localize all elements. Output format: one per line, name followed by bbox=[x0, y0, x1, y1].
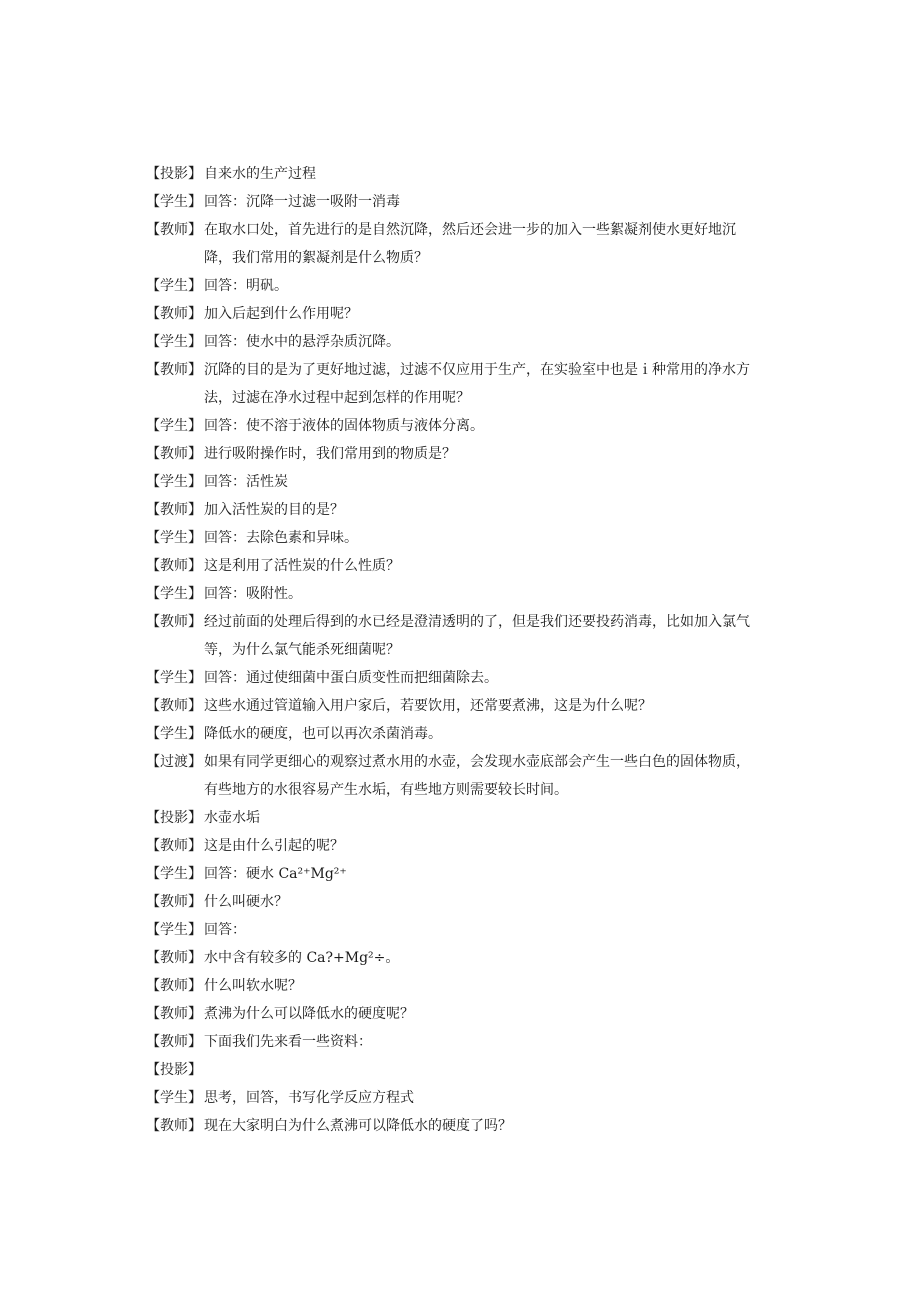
speaker-tag: 【教师】 bbox=[146, 950, 202, 966]
dialogue-entry bbox=[146, 916, 786, 944]
entry-line: 回答：沉降一过滤一吸附一消毒 bbox=[204, 194, 400, 210]
entry-line: 在取水口处，首先进行的是自然沉降，然后还会进一步的加入一些絮凝剂使水更好地沉 bbox=[204, 222, 736, 238]
dialogue-entry bbox=[146, 720, 786, 748]
dialogue-entry bbox=[146, 832, 786, 860]
entry-text bbox=[204, 832, 786, 860]
entry-text bbox=[204, 496, 786, 524]
entry-text bbox=[204, 720, 786, 748]
speaker-tag: 【学生】 bbox=[146, 1090, 202, 1106]
dialogue-entry bbox=[146, 188, 786, 216]
dialogue-transcript bbox=[146, 160, 786, 1140]
entry-text bbox=[204, 692, 786, 720]
speaker-tag: 【教师】 bbox=[146, 502, 202, 518]
speaker-tag: 【学生】 bbox=[146, 530, 202, 546]
dialogue-entry bbox=[146, 972, 786, 1000]
entry-text bbox=[204, 1000, 786, 1028]
entry-line: 降低水的硬度，也可以再次杀菌消毒。 bbox=[204, 726, 442, 742]
speaker-tag: 【教师】 bbox=[146, 1006, 202, 1022]
speaker-tag: 【学生】 bbox=[146, 922, 202, 938]
dialogue-entry bbox=[146, 1000, 786, 1028]
dialogue-entry bbox=[146, 216, 786, 272]
dialogue-entry bbox=[146, 804, 786, 832]
entry-line: 思考，回答，书写化学反应方程式 bbox=[204, 1090, 414, 1106]
entry-text bbox=[204, 216, 786, 272]
entry-text bbox=[204, 972, 786, 1000]
dialogue-entry bbox=[146, 440, 786, 468]
speaker-tag: 【学生】 bbox=[146, 670, 202, 686]
speaker-tag: 【教师】 bbox=[146, 558, 202, 574]
entry-line: 经过前面的处理后得到的水已经是澄清透明的了，但是我们还要投药消毒，比如加入氯气 bbox=[204, 614, 750, 630]
speaker-tag: 【教师】 bbox=[146, 838, 202, 854]
dialogue-entry bbox=[146, 1028, 786, 1056]
entry-line: 这是利用了活性炭的什么性质？ bbox=[204, 558, 400, 574]
dialogue-entry bbox=[146, 692, 786, 720]
entry-line: 水壶水垢 bbox=[204, 810, 260, 826]
speaker-tag: 【过渡】 bbox=[146, 754, 202, 770]
dialogue-entry bbox=[146, 496, 786, 524]
entry-line: 回答：明矾。 bbox=[204, 278, 288, 294]
dialogue-entry bbox=[146, 1056, 786, 1084]
entry-text bbox=[204, 1112, 786, 1140]
entry-line: 进行吸附操作时，我们常用到的物质是？ bbox=[204, 446, 456, 462]
entry-line: 煮沸为什么可以降低水的硬度呢？ bbox=[204, 1006, 414, 1022]
entry-text bbox=[204, 608, 786, 664]
speaker-tag: 【教师】 bbox=[146, 306, 202, 322]
dialogue-entry bbox=[146, 608, 786, 664]
speaker-tag: 【学生】 bbox=[146, 726, 202, 742]
entry-line: 什么叫硬水？ bbox=[204, 894, 288, 910]
entry-text bbox=[204, 272, 786, 300]
speaker-tag: 【学生】 bbox=[146, 334, 202, 350]
dialogue-entry bbox=[146, 412, 786, 440]
entry-line: 回答：硬水 Ca²⁺Mg²⁺ bbox=[204, 866, 347, 882]
dialogue-entry bbox=[146, 160, 786, 188]
speaker-tag: 【教师】 bbox=[146, 894, 202, 910]
dialogue-entry bbox=[146, 580, 786, 608]
speaker-tag: 【学生】 bbox=[146, 278, 202, 294]
entry-line: 自来水的生产过程 bbox=[204, 166, 316, 182]
speaker-tag: 【教师】 bbox=[146, 222, 202, 238]
entry-line: 回答：使不溶于液体的固体物质与液体分离。 bbox=[204, 418, 484, 434]
speaker-tag: 【教师】 bbox=[146, 1118, 202, 1134]
dialogue-entry bbox=[146, 888, 786, 916]
entry-text bbox=[204, 580, 786, 608]
entry-line: 回答：通过使细菌中蛋白质变性而把细菌除去。 bbox=[204, 670, 498, 686]
speaker-tag: 【学生】 bbox=[146, 418, 202, 434]
entry-line: 什么叫软水呢？ bbox=[204, 978, 302, 994]
entry-text bbox=[204, 1084, 786, 1112]
entry-text bbox=[204, 860, 786, 888]
entry-line: 降，我们常用的絮凝剂是什么物质？ bbox=[204, 250, 428, 266]
speaker-tag: 【教师】 bbox=[146, 1034, 202, 1050]
dialogue-entry bbox=[146, 1112, 786, 1140]
entry-text bbox=[204, 300, 786, 328]
entry-line: 有些地方的水很容易产生水垢，有些地方则需要较长时间。 bbox=[204, 782, 568, 798]
entry-text bbox=[204, 440, 786, 468]
entry-text bbox=[204, 664, 786, 692]
entry-line: 回答： bbox=[204, 922, 246, 938]
speaker-tag: 【教师】 bbox=[146, 446, 202, 462]
entry-line: 沉降的目的是为了更好地过滤，过滤不仅应用于生产，在实验室中也是ｉ种常用的净水方 bbox=[204, 362, 750, 378]
dialogue-entry bbox=[146, 748, 786, 804]
dialogue-entry bbox=[146, 860, 786, 888]
speaker-tag: 【教师】 bbox=[146, 614, 202, 630]
speaker-tag: 【学生】 bbox=[146, 474, 202, 490]
entry-text bbox=[204, 1056, 786, 1084]
dialogue-entry bbox=[146, 944, 786, 972]
entry-text bbox=[204, 468, 786, 496]
speaker-tag: 【学生】 bbox=[146, 586, 202, 602]
entry-line: 这些水通过管道输入用户家后，若要饮用，还常要煮沸，这是为什么呢？ bbox=[204, 698, 652, 714]
dialogue-entry bbox=[146, 300, 786, 328]
entry-line: 回答：去除色素和异味。 bbox=[204, 530, 358, 546]
dialogue-entry bbox=[146, 328, 786, 356]
dialogue-entry bbox=[146, 664, 786, 692]
speaker-tag: 【投影】 bbox=[146, 1062, 202, 1078]
entry-line: 法，过滤在净水过程中起到怎样的作用呢？ bbox=[204, 390, 470, 406]
dialogue-entry bbox=[146, 468, 786, 496]
entry-line: 现在大家明白为什么煮沸可以降低水的硬度了吗？ bbox=[204, 1118, 512, 1134]
speaker-tag: 【投影】 bbox=[146, 810, 202, 826]
entry-line: 回答：吸附性。 bbox=[204, 586, 302, 602]
entry-line: 加入活性炭的目的是？ bbox=[204, 502, 344, 518]
entry-line: 等，为什么氯气能杀死细菌呢？ bbox=[204, 642, 400, 658]
entry-line: 下面我们先来看一些资料： bbox=[204, 1034, 372, 1050]
entry-text bbox=[204, 412, 786, 440]
speaker-tag: 【投影】 bbox=[146, 166, 202, 182]
entry-text bbox=[204, 1028, 786, 1056]
entry-text bbox=[204, 188, 786, 216]
entry-text bbox=[204, 804, 786, 832]
entry-line: 回答：活性炭 bbox=[204, 474, 288, 490]
entry-text bbox=[204, 552, 786, 580]
entry-line: 加入后起到什么作用呢？ bbox=[204, 306, 358, 322]
speaker-tag: 【教师】 bbox=[146, 698, 202, 714]
dialogue-entry bbox=[146, 524, 786, 552]
entry-line: 水中含有较多的 Ca?+Mg²÷。 bbox=[204, 950, 400, 966]
entry-text bbox=[204, 888, 786, 916]
entry-text bbox=[204, 748, 786, 804]
speaker-tag: 【学生】 bbox=[146, 866, 202, 882]
entry-text bbox=[204, 160, 786, 188]
entry-text bbox=[204, 524, 786, 552]
entry-line: 这是由什么引起的呢？ bbox=[204, 838, 344, 854]
dialogue-entry bbox=[146, 552, 786, 580]
entry-text bbox=[204, 328, 786, 356]
speaker-tag: 【学生】 bbox=[146, 194, 202, 210]
entry-text bbox=[204, 916, 786, 944]
speaker-tag: 【教师】 bbox=[146, 362, 202, 378]
dialogue-entry bbox=[146, 356, 786, 412]
entry-text bbox=[204, 356, 786, 412]
entry-line: 如果有同学更细心的观察过煮水用的水壶，会发现水壶底部会产生一些白色的固体物质， bbox=[204, 754, 750, 770]
entry-line bbox=[204, 1056, 786, 1084]
entry-text bbox=[204, 944, 786, 972]
entry-line: 回答：使水中的悬浮杂质沉降。 bbox=[204, 334, 400, 350]
speaker-tag: 【教师】 bbox=[146, 978, 202, 994]
dialogue-entry bbox=[146, 272, 786, 300]
dialogue-entry bbox=[146, 1084, 786, 1112]
